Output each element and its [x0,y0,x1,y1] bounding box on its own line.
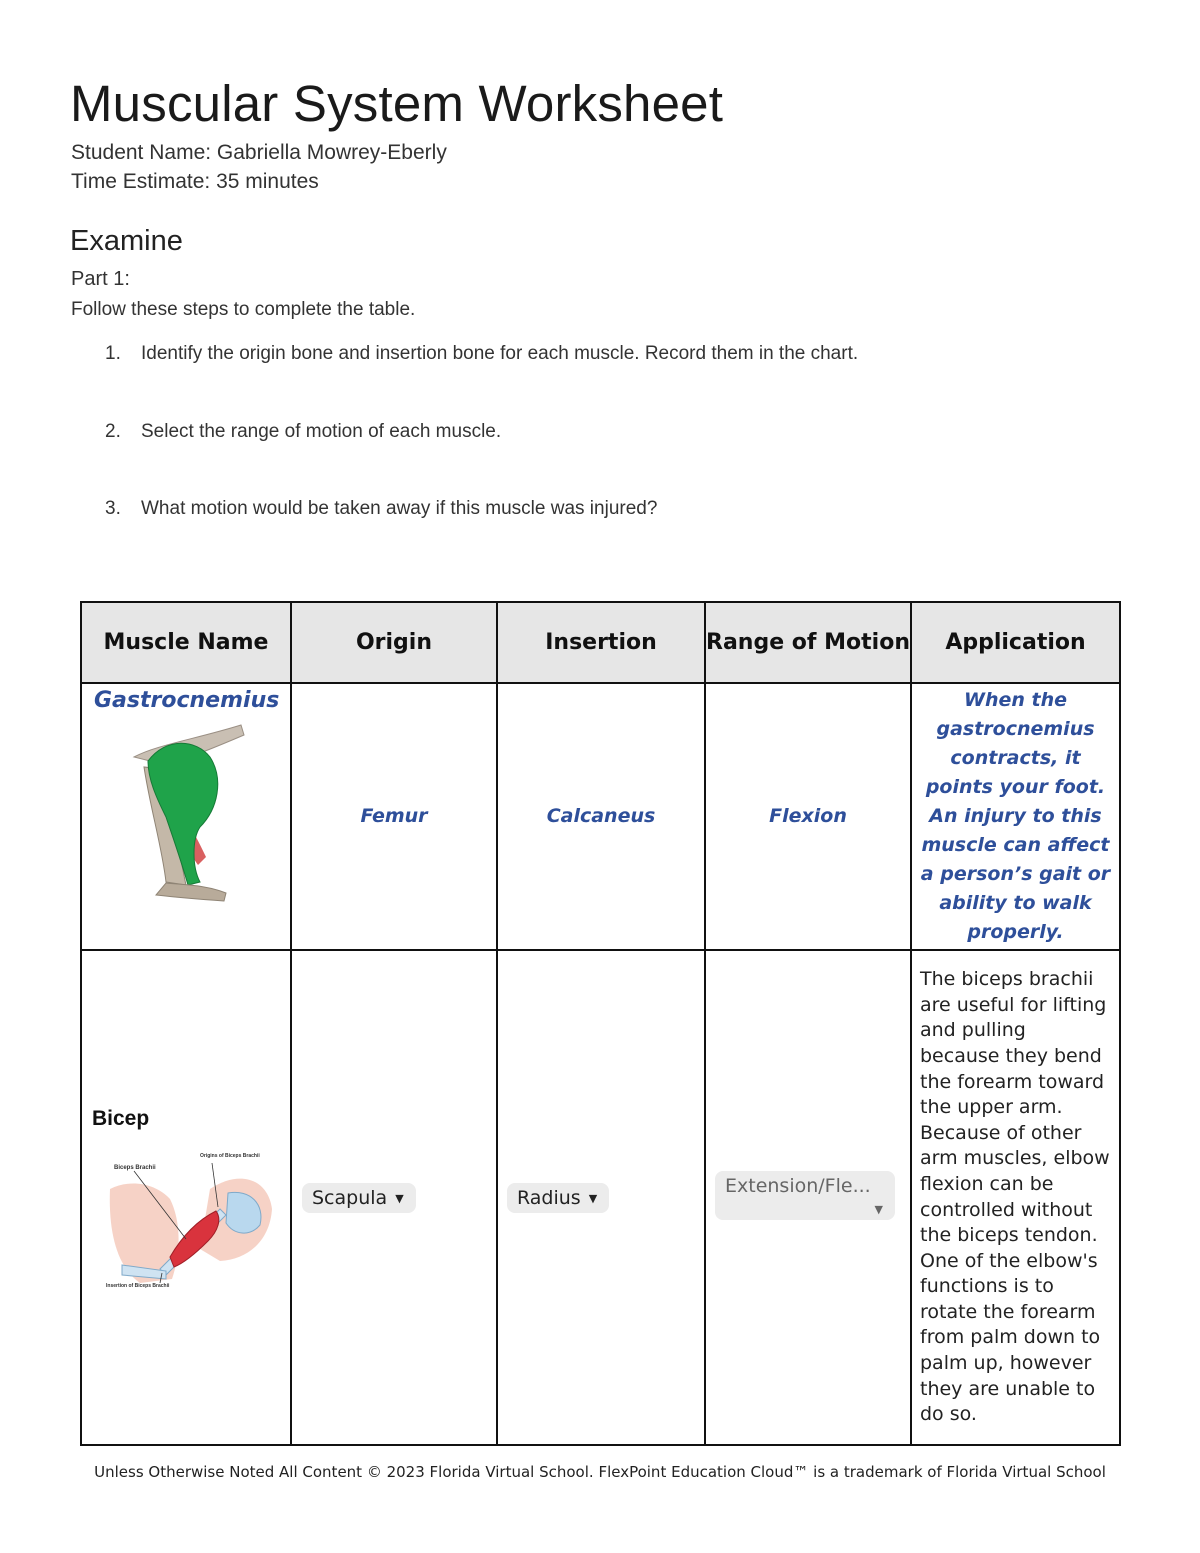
table-header-row [81,602,1120,683]
muscle-name: Gastrocnemius [94,688,280,713]
step-1 [105,343,858,365]
figure-label-insertion: Insertion of Biceps Brachii [106,1282,170,1289]
application-cell [911,683,1120,950]
step-text: What motion would be taken away if this muscle was injured? [141,498,658,519]
muscle-cell [81,683,291,950]
range-cell [705,683,911,950]
range-cell [705,950,911,1445]
muscle-name: Bicep [92,1106,150,1130]
step-3 [105,498,657,520]
student-name: Student Name: Gabriella Mowrey-Eberly [71,141,447,164]
caret-down-icon: ▼ [874,1202,883,1216]
caret-down-icon: ▼ [588,1191,598,1205]
table-row [81,950,1120,1445]
application-text: When the gastrocnemius contracts, it points your foot. An injury to this muscle can affect a person’s gait or ability to walk properly. [920,689,1111,943]
step-2 [105,421,501,443]
figure-label-origins: Origins of Biceps Brachii [200,1152,260,1159]
muscle-cell [81,950,291,1445]
header-range-of-motion: Range of Motion [705,602,911,683]
time-estimate: Time Estimate: 35 minutes [71,170,319,193]
insertion-dropdown[interactable] [507,1183,609,1213]
header-origin: Origin [291,602,497,683]
section-heading: Examine [70,225,183,257]
part-label: Part 1: [71,268,130,290]
copyright-footer: Unless Otherwise Noted All Content © 2023 Florida Virtual School. FlexPoint Education Cloud™ is a trademark of Florida Virtual School [94,1463,1106,1481]
insertion-value: Calcaneus [546,805,656,827]
caret-down-icon: ▼ [395,1191,404,1205]
header-muscle-name: Muscle Name [81,602,291,683]
application-cell [911,950,1120,1445]
insertion-dropdown-value: Radius [517,1186,581,1209]
origin-cell [291,683,497,950]
step-text: Identify the origin bone and insertion bone for each muscle. Record them in the chart. [141,343,859,364]
intro-text: Follow these steps to complete the table. [71,299,416,320]
insertion-cell [497,950,705,1445]
heel-bone-shape [156,883,226,901]
table-row [81,683,1120,950]
bicep-illustration [100,1149,280,1289]
header-application: Application [911,602,1120,683]
step-number: 3. [105,498,121,519]
range-value: Flexion [769,805,847,827]
page-title: Muscular System Worksheet [70,75,724,132]
figure-label-biceps: Biceps Brachii [114,1164,156,1171]
origin-cell [291,950,497,1445]
application-text: The biceps brachii are useful for lifting and pulling because they bend the forearm toward the upper arm. Because of other arm muscles, elbow flexion can be controlled without the biceps tendon. One of the elbow's functions is to rotate the forearm from palm down to palm up, however they are unable to do so. [920,968,1110,1426]
range-dropdown[interactable] [715,1171,895,1220]
muscle-table [80,601,1121,1446]
origin-dropdown-value: Scapula [312,1186,388,1209]
range-dropdown-value: Extension/Fle... [725,1174,871,1197]
header-insertion: Insertion [497,602,705,683]
gastrocnemius-illustration [126,717,256,902]
step-text: Select the range of motion of each muscle. [141,421,502,442]
step-number: 1. [105,343,121,364]
origin-value: Femur [360,805,428,827]
step-number: 2. [105,421,121,442]
insertion-cell [497,683,705,950]
origin-dropdown[interactable] [302,1183,416,1213]
